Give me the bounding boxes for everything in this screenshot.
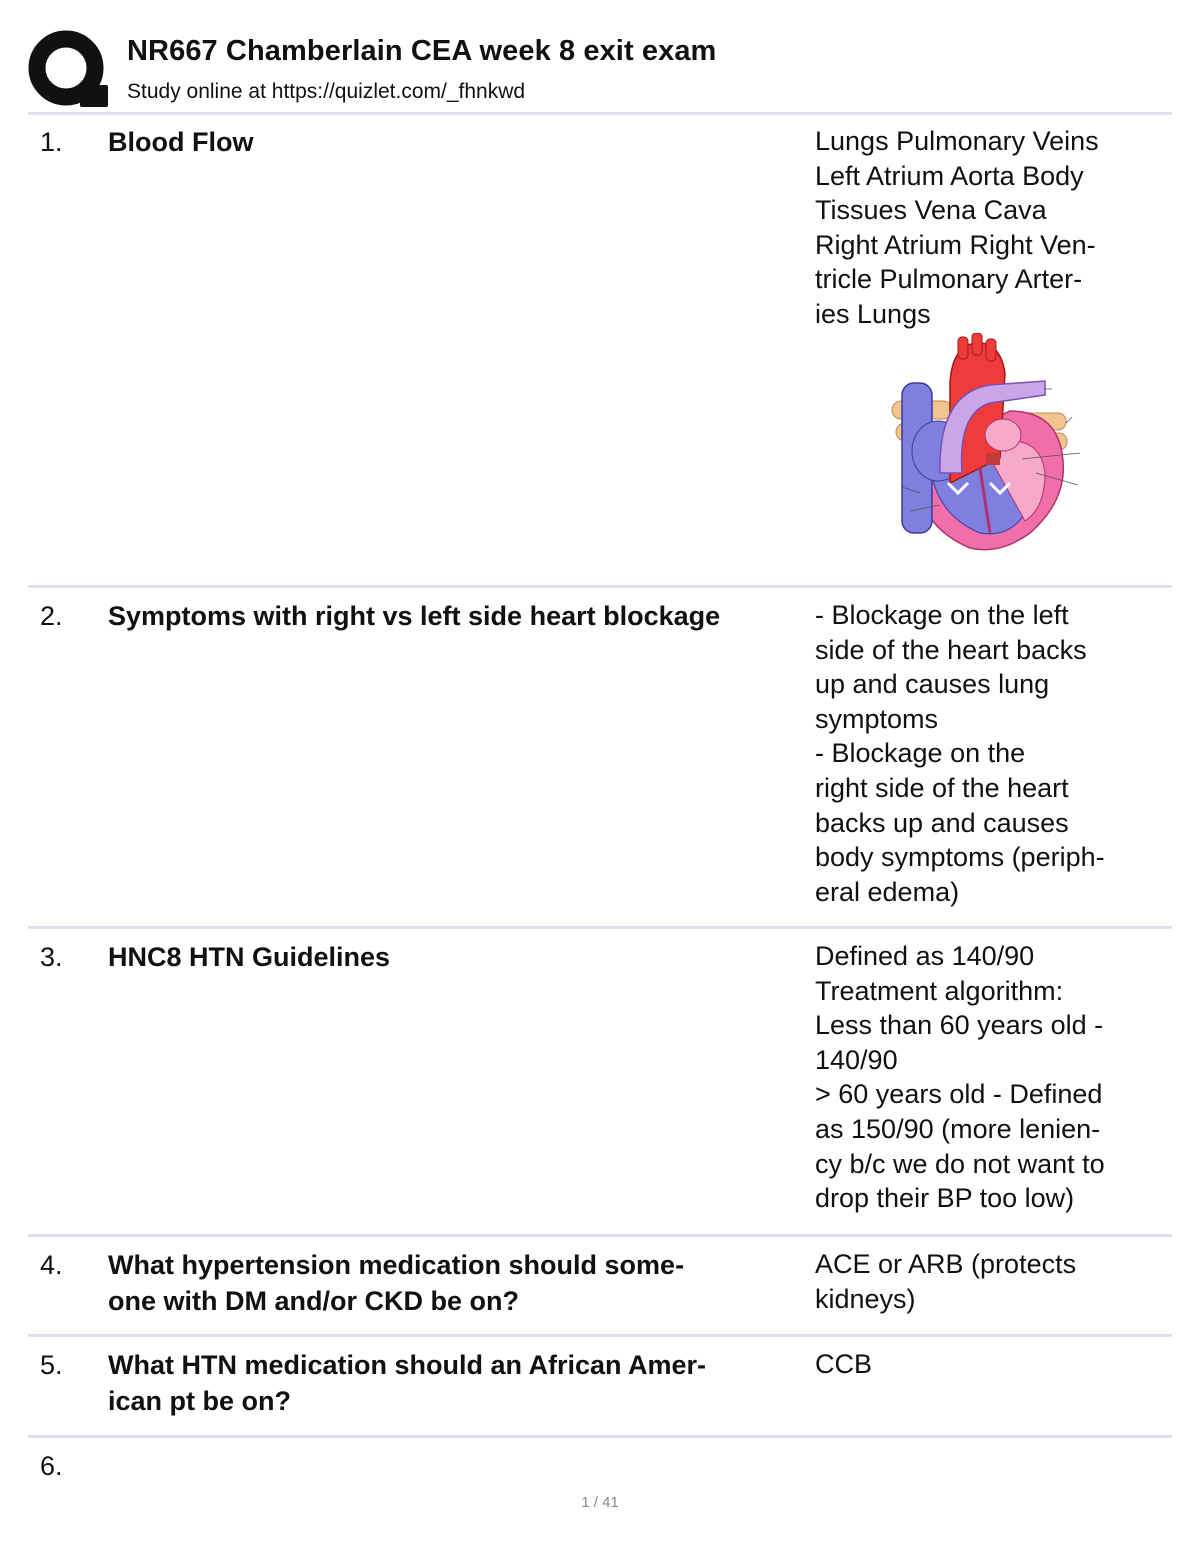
card-term: Blood Flow xyxy=(108,127,254,157)
card-definition: - Blockage on the left side of the heart backs up and causes lung symptoms - Blockage on the right side of the heart backs up and causes body symptoms (periph- eral edema) xyxy=(815,600,1105,907)
divider xyxy=(28,112,1172,115)
card-number: 6. xyxy=(40,1451,63,1481)
card-number: 1. xyxy=(40,127,63,157)
card-definition: ACE or ARB (protects kidneys) xyxy=(815,1249,1077,1314)
heart-diagram-icon xyxy=(840,333,1110,565)
card-number: 2. xyxy=(40,601,63,631)
page-header xyxy=(28,30,1172,112)
card-term: What hypertension medication should some- one with DM and/or CKD be on? xyxy=(108,1250,685,1316)
study-prefix: Study online at xyxy=(127,80,272,103)
card-term: What HTN medication should an African Amer- ican pt be on? xyxy=(108,1350,707,1416)
card-number: 5. xyxy=(40,1350,63,1380)
quizlet-q-logo-icon xyxy=(28,30,108,108)
card-definition: CCB xyxy=(815,1349,873,1379)
divider xyxy=(28,1334,1172,1337)
card-term: HNC8 HTN Guidelines xyxy=(108,942,391,972)
card-number: 3. xyxy=(40,942,63,972)
card-definition: Defined as 140/90 Treatment algorithm: Less than 60 years old - 140/90 > 60 years old - Defined as 150/90 (more lenien- cy b/c we do not want to drop their BP too low) xyxy=(815,941,1105,1214)
study-online-line xyxy=(127,80,525,104)
card-number: 4. xyxy=(40,1250,63,1280)
divider xyxy=(28,926,1172,929)
divider xyxy=(28,1435,1172,1438)
divider xyxy=(28,1234,1172,1237)
divider xyxy=(28,585,1172,588)
document-title: NR667 Chamberlain CEA week 8 exit exam xyxy=(127,35,717,67)
page-number: 1 / 41 xyxy=(581,1494,619,1511)
card-term: Symptoms with right vs left side heart blockage xyxy=(108,601,721,631)
card-definition: Lungs Pulmonary Veins Left Atrium Aorta Body Tissues Vena Cava Right Atrium Right Ven- tricle Pulmonary Arter- ies Lungs xyxy=(815,126,1099,329)
study-link[interactable]: https://quizlet.com/_fhnkwd xyxy=(271,80,526,103)
